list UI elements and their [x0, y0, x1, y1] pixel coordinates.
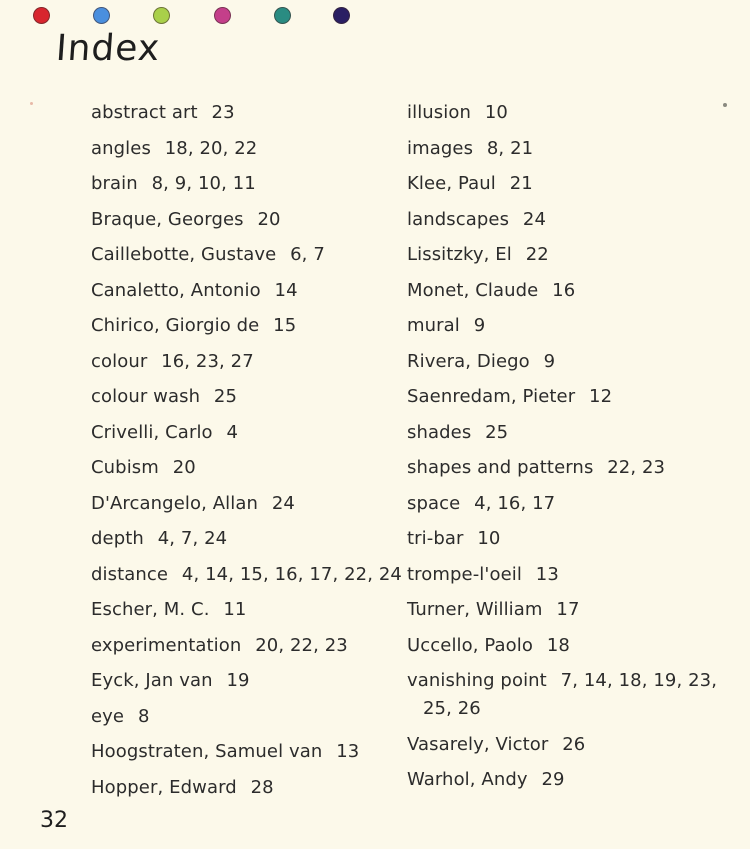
- index-page-refs: 9: [543, 350, 556, 372]
- page-number: 32: [40, 808, 68, 833]
- index-term: shapes and patterns: [407, 457, 594, 478]
- index-entry: [407, 667, 723, 723]
- index-page-refs: 14: [274, 279, 298, 301]
- index-term: vanishing point: [407, 670, 547, 691]
- index-entry: [407, 206, 727, 234]
- index-page-refs: 17: [556, 599, 580, 620]
- index-entry: [407, 731, 727, 759]
- index-term: shades: [407, 421, 472, 443]
- index-entry: [91, 170, 391, 198]
- index-entry: [407, 312, 727, 340]
- index-entry: [91, 738, 391, 766]
- index-entry: [91, 419, 391, 447]
- index-page-refs: 25: [213, 386, 238, 407]
- index-term: brain: [91, 173, 138, 194]
- index-entry: [407, 596, 727, 624]
- index-entry: [407, 348, 727, 376]
- paper-speck: [30, 102, 33, 105]
- index-page-refs: 13: [336, 741, 360, 762]
- index-entry: [407, 561, 727, 589]
- magenta-dot-icon: [214, 7, 231, 24]
- index-term: Crivelli, Carlo: [91, 421, 213, 443]
- index-entry: [407, 454, 727, 482]
- index-page-refs: 10: [477, 528, 501, 549]
- index-entry: [91, 454, 391, 482]
- index-entry: [407, 135, 727, 163]
- index-page-refs: 19: [226, 670, 250, 691]
- index-page-refs: 28: [250, 776, 274, 798]
- index-left-column: [91, 99, 402, 809]
- index-entry: [91, 703, 391, 731]
- index-entry: [407, 632, 727, 660]
- index-entry: [91, 206, 391, 234]
- index-page-refs: 4, 7, 24: [157, 528, 228, 549]
- index-term: Vasarely, Victor: [407, 733, 549, 755]
- index-entry: [407, 490, 727, 518]
- index-term: Braque, Georges: [91, 208, 244, 230]
- index-page-refs: 13: [535, 563, 559, 585]
- index-term: Monet, Claude: [407, 279, 539, 301]
- green-dot-icon: [153, 7, 170, 24]
- index-term: Chirico, Giorgio de: [91, 315, 260, 336]
- index-entry: [91, 525, 391, 553]
- index-page-refs: 8: [137, 705, 150, 727]
- index-term: colour wash: [91, 386, 201, 407]
- index-term: space: [407, 492, 461, 514]
- index-entry: [91, 383, 391, 411]
- index-page-refs: 9: [473, 315, 486, 336]
- index-term: mural: [407, 315, 460, 336]
- index-term: tri-bar: [407, 528, 464, 549]
- index-page-refs: 20: [257, 208, 281, 230]
- index-entry: [407, 99, 727, 127]
- teal-dot-icon: [274, 7, 291, 24]
- index-term: Uccello, Paolo: [407, 634, 534, 656]
- index-page-refs: 12: [589, 386, 613, 407]
- index-page-refs: 15: [273, 315, 297, 336]
- index-term: Escher, M. C.: [91, 599, 210, 620]
- red-dot-icon: [33, 7, 50, 24]
- index-term: illusion: [407, 102, 472, 123]
- index-entry: [91, 490, 391, 518]
- index-page-refs: 6, 7: [290, 244, 325, 265]
- index-page-refs: 8, 9, 10, 11: [151, 173, 256, 194]
- index-entry: [407, 525, 727, 553]
- index-page-refs: 18, 20, 22: [164, 137, 258, 159]
- index-term: Eyck, Jan van: [91, 670, 213, 691]
- navy-dot-icon: [333, 7, 350, 24]
- index-page-refs: 20: [172, 457, 196, 478]
- index-entry: [91, 135, 391, 163]
- index-page-refs: 25: [485, 421, 509, 443]
- index-page-refs: 26: [562, 733, 586, 755]
- index-entry: [91, 312, 391, 340]
- index-right-column: [407, 99, 727, 802]
- index-page-refs: 7, 14, 18, 19, 23, 25, 26: [423, 670, 718, 719]
- index-term: D'Arcangelo, Allan: [91, 492, 258, 514]
- index-term: Cubism: [91, 457, 159, 478]
- index-term: Turner, William: [407, 599, 543, 620]
- index-page-refs: 29: [541, 769, 565, 790]
- index-term: abstract art: [91, 102, 198, 123]
- index-term: landscapes: [407, 208, 510, 230]
- index-term: colour: [91, 350, 148, 372]
- index-page-refs: 16, 23, 27: [161, 350, 254, 372]
- index-term: experimentation: [91, 634, 242, 656]
- page-title: Index: [54, 28, 162, 69]
- index-term: eye: [91, 705, 125, 727]
- index-term: Warhol, Andy: [407, 769, 528, 790]
- index-term: Canaletto, Antonio: [91, 279, 261, 301]
- index-page-refs: 24: [522, 208, 546, 230]
- index-entry: [91, 774, 391, 802]
- index-entry: [407, 170, 727, 198]
- index-term: depth: [91, 528, 144, 549]
- index-term: distance: [91, 563, 169, 585]
- index-term: Caillebotte, Gustave: [91, 244, 277, 265]
- index-term: angles: [91, 137, 151, 159]
- index-page-refs: 23: [211, 102, 235, 123]
- index-entry: [91, 277, 391, 305]
- index-page-refs: 22: [525, 244, 549, 265]
- index-page-refs: 4, 14, 15, 16, 17, 22, 24: [181, 563, 402, 585]
- index-term: Klee, Paul: [407, 173, 496, 194]
- index-page-refs: 18: [546, 634, 570, 656]
- index-page-refs: 8, 21: [486, 137, 534, 159]
- index-term: images: [407, 137, 474, 159]
- index-entry: [91, 667, 391, 695]
- paper-speck: [723, 103, 727, 107]
- index-page-refs: 22, 23: [607, 457, 666, 478]
- index-entry: [91, 241, 391, 269]
- index-page-refs: 24: [271, 492, 295, 514]
- index-entry: [91, 632, 391, 660]
- index-term: Lissitzky, El: [407, 244, 512, 265]
- index-entry: [91, 561, 402, 589]
- index-entry: [407, 766, 727, 794]
- index-page-refs: 4, 16, 17: [474, 492, 556, 514]
- index-term: Rivera, Diego: [407, 350, 530, 372]
- index-entry: [407, 383, 727, 411]
- index-page-refs: 20, 22, 23: [255, 634, 348, 656]
- index-entry: [407, 419, 727, 447]
- index-entry: [91, 99, 391, 127]
- index-entry: [407, 277, 727, 305]
- index-page-refs: 4: [226, 421, 239, 443]
- index-entry: [91, 596, 391, 624]
- index-term: Hopper, Edward: [91, 776, 237, 798]
- index-page-refs: 16: [552, 279, 576, 301]
- index-entry: [407, 241, 727, 269]
- index-term: Saenredam, Pieter: [407, 386, 576, 407]
- index-entry: [91, 348, 391, 376]
- blue-dot-icon: [93, 7, 110, 24]
- index-page-refs: 21: [509, 173, 533, 194]
- index-page-refs: 10: [484, 102, 508, 123]
- index-page-refs: 11: [223, 599, 247, 620]
- index-term: trompe-l'oeil: [407, 563, 522, 585]
- index-term: Hoogstraten, Samuel van: [91, 741, 323, 762]
